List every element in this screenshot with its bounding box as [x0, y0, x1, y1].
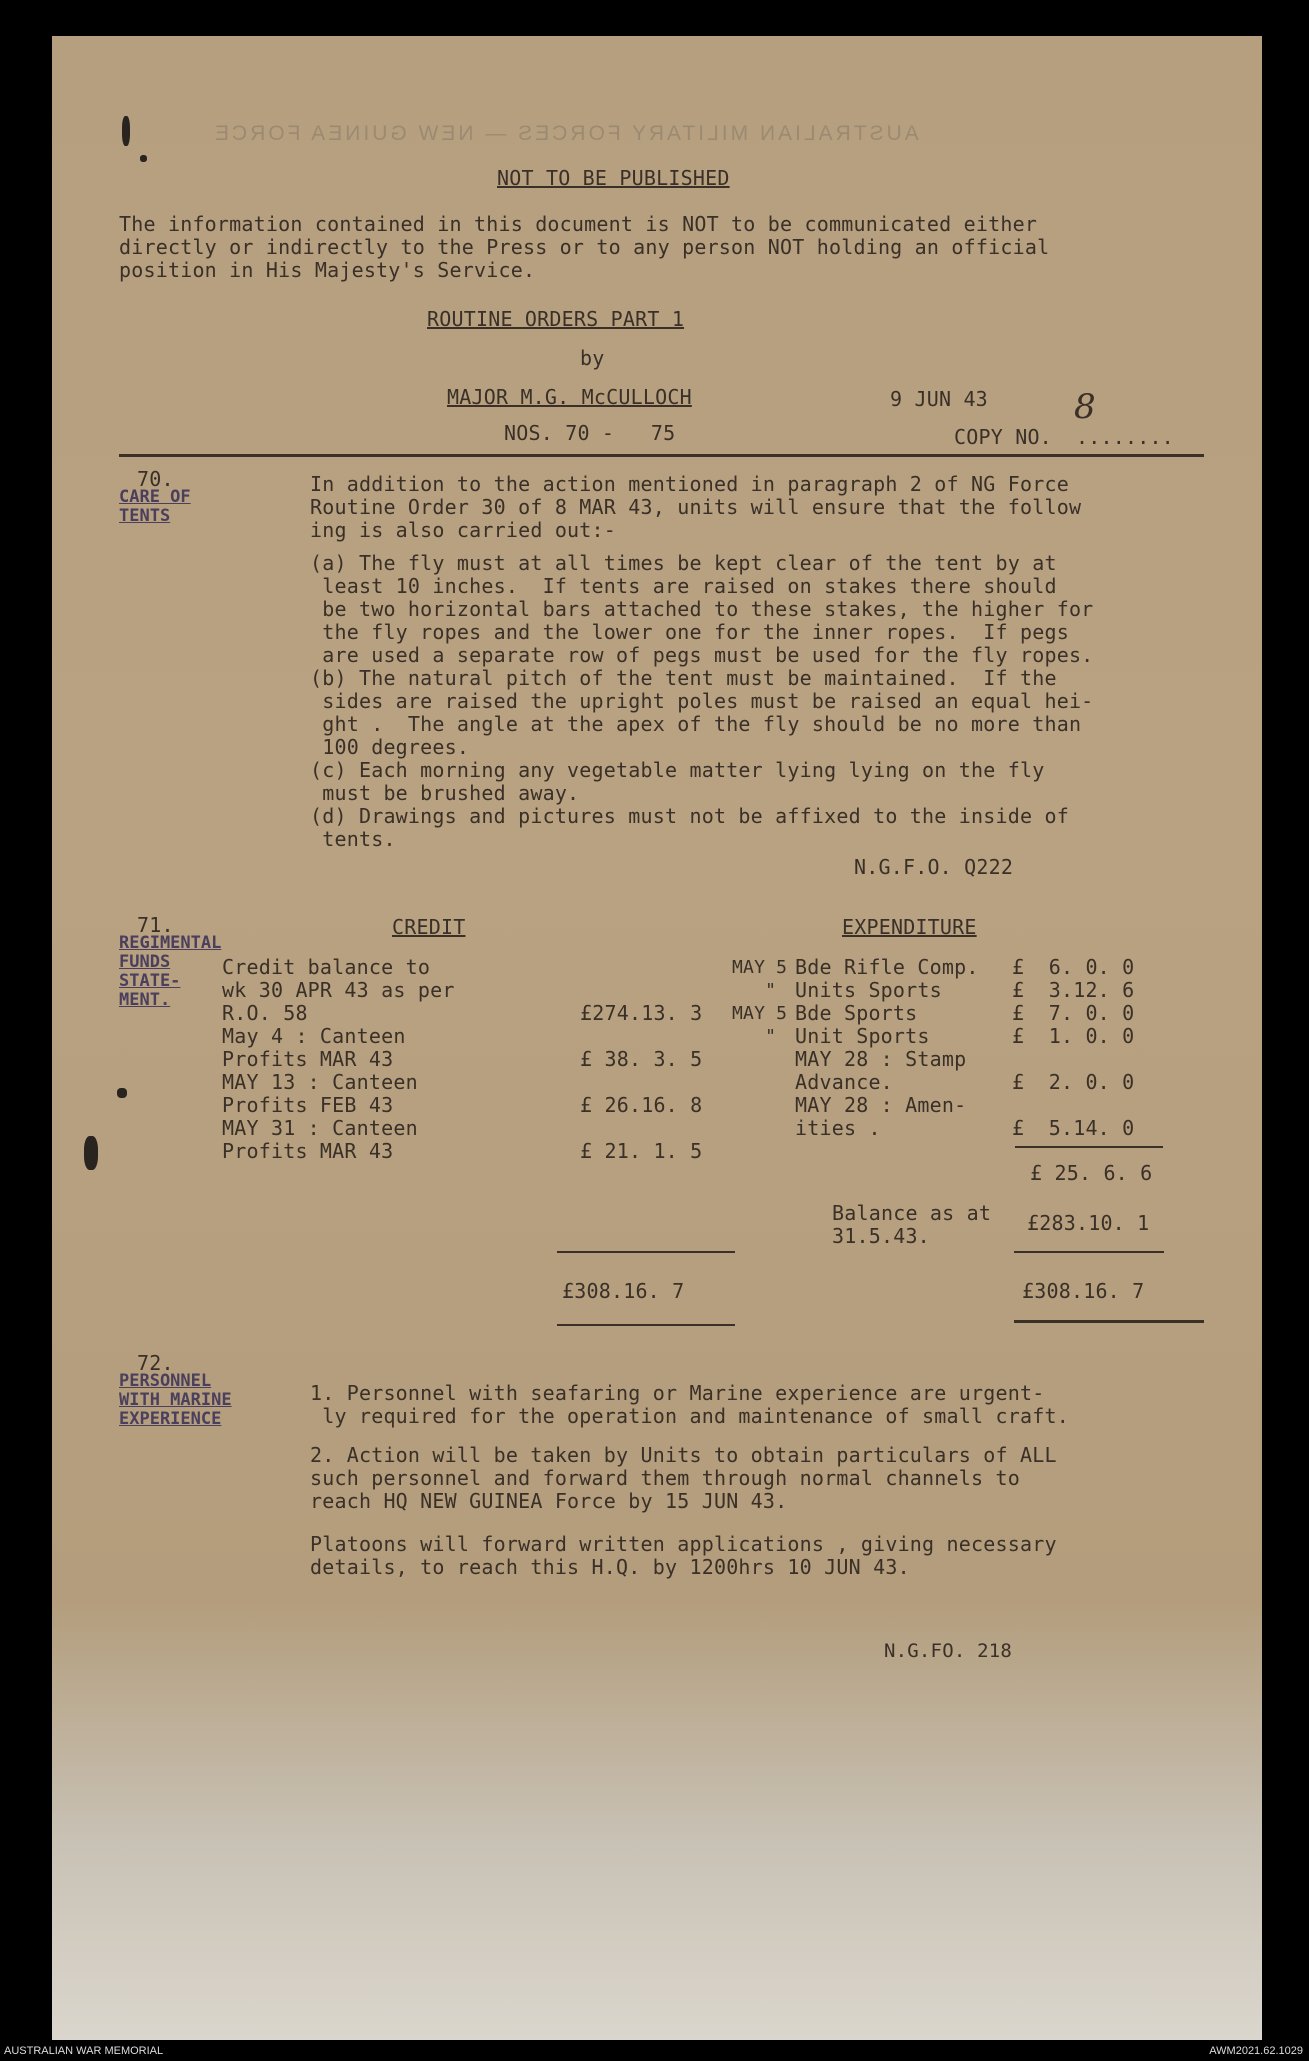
balance-amount: £283.10. 1 [1027, 1211, 1150, 1235]
expenditure-items: Bde Rifle Comp. Units Sports Bde Sports Unit Sports MAY 28 : Stamp Advance. MAY 28 : Amen- ities . [795, 955, 979, 1140]
order-71-number: 71. [137, 913, 174, 937]
credit-double-rule [557, 1324, 735, 1326]
ink-mark [122, 116, 130, 146]
not-published-heading: NOT TO BE PUBLISHED [497, 166, 730, 190]
order-70-ref: N.G.F.O. Q222 [854, 855, 1014, 879]
order-72-number: 72. [137, 1351, 174, 1375]
expenditure-amounts: £ 6. 0. 0 £ 3.12. 6 £ 7. 0. 0 £ 1. 0. 0 £ 2. 0. 0 £ 5.14. 0 [1012, 955, 1135, 1140]
header-divider [119, 454, 1204, 457]
credit-amounts: £274.13. 3 £ 38. 3. 5 £ 26.16. 8 £ 21. 1. 5 [580, 1001, 703, 1163]
ink-mark [140, 155, 147, 162]
copy-no-dots: ........ [1076, 425, 1174, 449]
expenditure-subtotal: £ 25. 6. 6 [1030, 1161, 1153, 1185]
order-70-body: (a) The fly must at all times be kept clear of the tent by at least 10 inches. If tents are raised on stakes there should be two horizontal bars attached to these stakes, the higher for the fly ropes and the lower one for the inner ropes. If pegs are used a separate row of pegs must be used for the fly ropes. (b) The natural pitch of the tent must be maintained. If the sides are raised the upright poles must be raised an equal hei- ght . The angle at the apex of the fly should be no more than 100 degrees. (c) Each morning any vegetable matter lying lying on the fly must be brushed away. (d) Drawings and pictures must not be affixed to the inside of tents. [310, 551, 1094, 851]
author-name: MAJOR M.G. McCULLOCH [447, 385, 692, 409]
expenditure-title: EXPENDITURE [842, 915, 977, 939]
order-numbers: NOS. 70 - 75 [504, 421, 676, 445]
routine-orders-title: ROUTINE ORDERS PART 1 [427, 307, 685, 331]
order-70-number: 70. [137, 467, 174, 491]
security-notice: The information contained in this document is NOT to be communicated either directly or indirectly to the Press or to any person NOT holding an official position in His Majesty's Service. [119, 212, 1050, 282]
ink-mark [117, 1088, 127, 1098]
expenditure-dates: MAY 5 " MAY 5 " [732, 957, 788, 1047]
expenditure-total: £308.16. 7 [1022, 1279, 1145, 1303]
expenditure-subtotal-rule [1015, 1146, 1163, 1148]
order-72-para-2: 2. Action will be taken by Units to obtain particulars of ALL such personnel and forward them through normal channels to reach HQ NEW GUINEA Force by 15 JUN 43. [310, 1443, 1057, 1513]
credit-total-rule [557, 1251, 735, 1253]
order-72-para-1: 1. Personnel with seafaring or Marine experience are urgent- ly required for the operation and maintenance of small craft. [310, 1381, 1069, 1428]
order-70-intro: In addition to the action mentioned in paragraph 2 of NG Force Routine Order 30 of 8 MAR 43, units will ensure that the follow ing is also carried out:- [310, 472, 1082, 542]
order-72-heading: PERSONNEL WITH MARINE EXPERIENCE [119, 1371, 232, 1429]
mirror-stamp: AUSTRALIAN MILITARY FORCES — NEW GUINEA FORCE [212, 122, 919, 145]
order-date: 9 JUN 43 [890, 387, 988, 411]
caption-right: AWM2021.62.1029 [1209, 2045, 1303, 2057]
credit-entries: Credit balance to wk 30 APR 43 as per R.O. 58 May 4 : Canteen Profits MAR 43 MAY 13 : Canteen Profits FEB 43 MAY 31 : Canteen Profits MAR 43 [222, 955, 455, 1163]
credit-total: £308.16. 7 [562, 1279, 685, 1303]
copy-number-handwritten: 8 [1074, 387, 1096, 427]
expenditure-double-rule [1014, 1320, 1204, 1323]
copy-no-label: COPY NO. [954, 425, 1052, 449]
balance-label: Balance as at 31.5.43. [832, 1201, 992, 1248]
ink-mark [84, 1136, 98, 1170]
order-72-para-3: Platoons will forward written applications , giving necessary details, to reach this H.Q. by 1200hrs 10 JUN 43. [310, 1532, 1057, 1579]
by-line: by [580, 346, 605, 370]
expenditure-total-rule [1014, 1251, 1164, 1253]
order-70-heading: CARE OF TENTS [119, 487, 191, 526]
credit-title: CREDIT [392, 915, 466, 939]
document-reference: N.G.FO. 218 [884, 1640, 1013, 1662]
order-71-heading: REGIMENTAL FUNDS STATE- MENT. [119, 933, 222, 1010]
document-sheet [52, 36, 1262, 2040]
caption-left: AUSTRALIAN WAR MEMORIAL [4, 2045, 164, 2057]
